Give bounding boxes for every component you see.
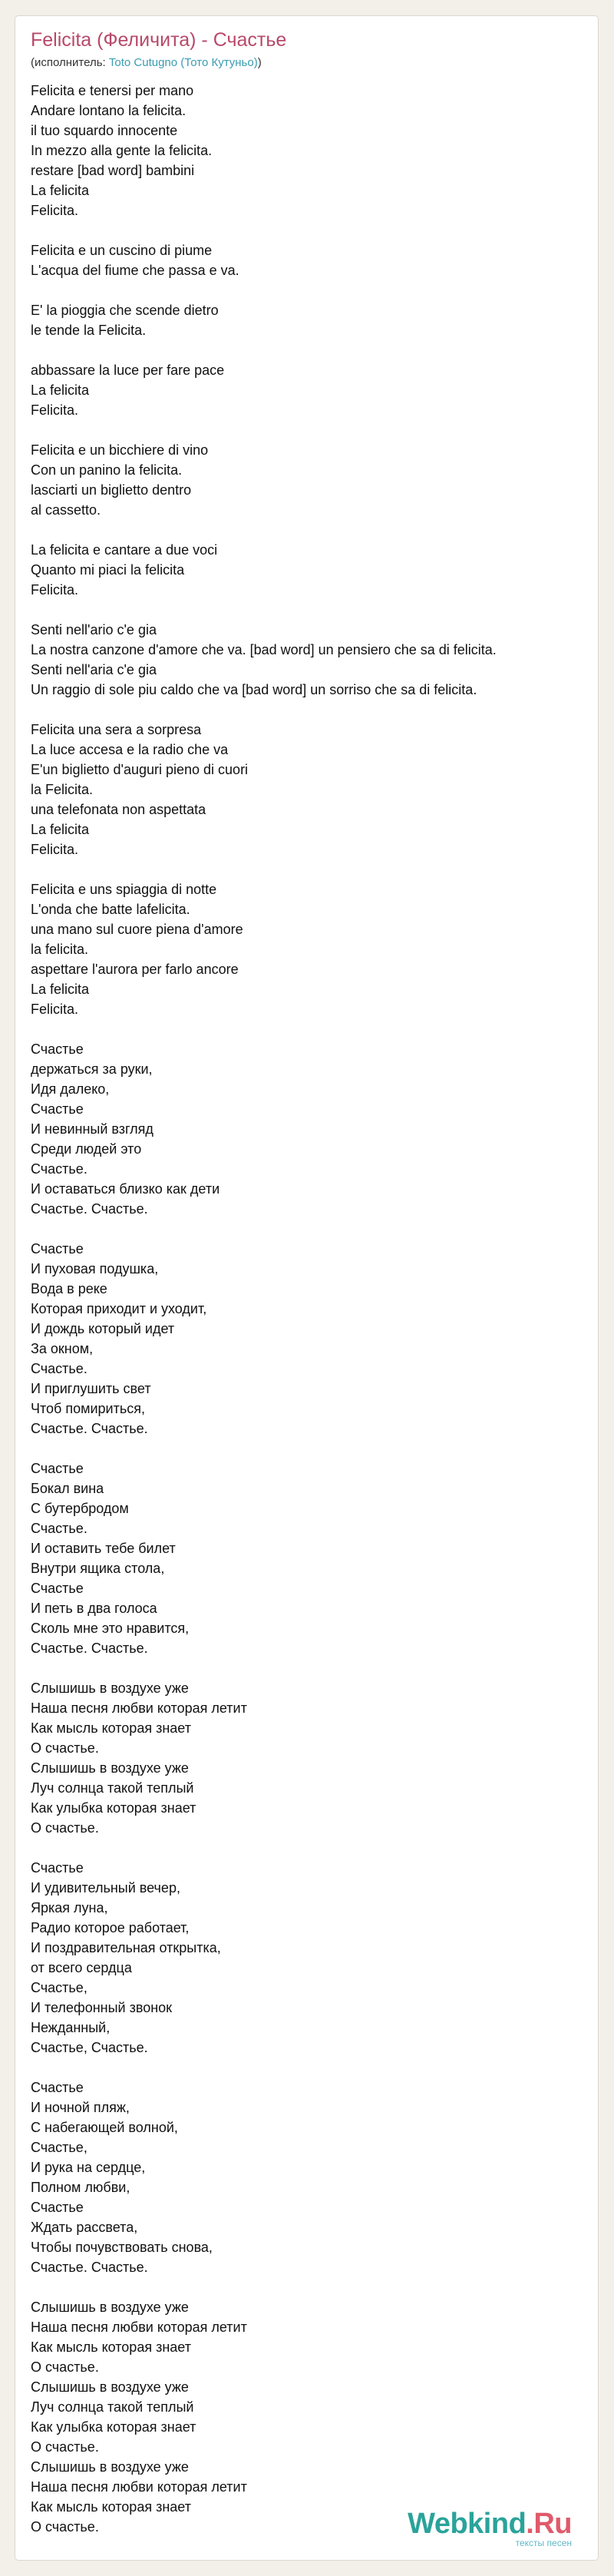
lyric-line: И пуховая подушка, — [31, 1261, 159, 1276]
lyric-line: О счастье. — [31, 1740, 99, 1756]
lyric-line: Бокал вина — [31, 1481, 104, 1496]
lyric-line: И поздравительная открытка, — [31, 1940, 221, 1955]
lyric-line: Как улыбка которая знает — [31, 1800, 196, 1816]
lyric-line: Счастье — [31, 1461, 84, 1476]
lyric-line: Felicita e un cuscino di piume — [31, 243, 213, 258]
lyric-line: abbassare la luce per fare pace — [31, 363, 225, 378]
lyric-line: За окном, — [31, 1341, 94, 1356]
lyric-line: И дождь который идет — [31, 1321, 175, 1336]
lyric-line: Счастье — [31, 2080, 84, 2095]
lyric-line: Felicita. — [31, 1002, 79, 1017]
lyric-line: una telefonata non aspettata — [31, 802, 206, 817]
lyric-line: Слышишь в воздухе уже — [31, 1680, 189, 1696]
lyric-line: E'un biglietto d'auguri pieno di cuori — [31, 762, 249, 777]
lyric-line: С набегающей волной, — [31, 2120, 178, 2135]
stanza-break — [31, 1439, 587, 1459]
lyric-line: Счастье — [31, 1101, 84, 1117]
lyric-line: Счастье — [31, 2200, 84, 2215]
lyric-line: lasciarti un biglietto dentro — [31, 482, 192, 498]
lyric-line: держаться за руки, — [31, 1061, 153, 1077]
performer-link[interactable]: Toto Cutugno (Тото Кутуньо) — [108, 56, 258, 69]
lyric-line: il tuo squardo innocente — [31, 123, 178, 138]
lyric-line: И телефонный звонок — [31, 2000, 173, 2015]
lyric-line: La felicita e cantare a due voci — [31, 542, 218, 558]
lyric-line: И рука на сердце, — [31, 2160, 146, 2175]
lyric-line: И удивительный вечер, — [31, 1880, 180, 1896]
lyric-line: Среди людей это — [31, 1141, 142, 1157]
lyric-line: Наша песня любви которая летит — [31, 2319, 247, 2335]
stanza-break — [31, 1019, 587, 1039]
stanza-break — [31, 220, 587, 240]
lyric-line: Felicita e tenersi per mano — [31, 83, 194, 98]
lyric-line: Felicita. — [31, 582, 79, 598]
lyric-line: О счастье. — [31, 2519, 99, 2535]
stanza-break — [31, 520, 587, 540]
stanza-break — [31, 2058, 587, 2078]
lyric-line: restare [bad word] bambini — [31, 163, 195, 178]
lyric-line: И приглушить свет — [31, 1381, 151, 1396]
stanza-break — [31, 340, 587, 360]
lyric-line: О счастье. — [31, 2359, 99, 2375]
lyric-line: una mano sul cuore piena d'amore — [31, 922, 243, 937]
lyric-line: Наша песня любви которая летит — [31, 2479, 247, 2495]
lyric-line: Чтобы почувствовать снова, — [31, 2240, 213, 2255]
lyric-line: Ждать рассвета, — [31, 2220, 138, 2235]
lyric-line: al cassetto. — [31, 502, 101, 518]
lyric-line: О счастье. — [31, 2439, 99, 2455]
lyric-line: Счастье. Счастье. — [31, 2260, 148, 2275]
lyric-line: Наша песня любви которая летит — [31, 1700, 247, 1716]
lyric-line: La felicita — [31, 822, 90, 837]
lyric-line: Felicita. — [31, 402, 79, 418]
lyric-line: Felicita una sera a sorpresa — [31, 722, 202, 737]
lyrics-text — [31, 81, 587, 2537]
lyric-line: L'onda che batte lafelicita. — [31, 902, 190, 917]
lyric-line: Слышишь в воздухе уже — [31, 2459, 189, 2475]
lyric-line: Идя далеко, — [31, 1081, 110, 1097]
lyric-line: Un raggio di sole piu caldo che va [bad word] un sorriso che sa di felicita. — [31, 682, 477, 697]
lyrics-card — [15, 15, 599, 2561]
lyric-line: И ночной пляж, — [31, 2100, 130, 2115]
lyric-line: Счастье. — [31, 1161, 87, 1177]
lyric-line: Andare lontano la felicita. — [31, 103, 187, 118]
site-logo[interactable] — [408, 2507, 572, 2548]
lyric-line: И невинный взгляд — [31, 1121, 154, 1137]
lyric-line: Внутри ящика стола, — [31, 1561, 165, 1576]
lyric-line: Счастье. Счастье. — [31, 1641, 148, 1656]
stanza-break — [31, 2277, 587, 2297]
logo-tld: .Ru — [526, 2508, 572, 2540]
lyric-line: la Felicita. — [31, 782, 94, 797]
lyric-line: Луч солнца такой теплый — [31, 2399, 194, 2415]
lyric-line: И оставаться близко как дети — [31, 1181, 220, 1197]
lyric-line: Вода в реке — [31, 1281, 107, 1296]
lyric-line: Луч солнца такой теплый — [31, 1780, 194, 1796]
lyric-line: Счастье — [31, 1041, 84, 1057]
lyric-line: Счастье. Счастье. — [31, 1201, 148, 1217]
stanza-break — [31, 1838, 587, 1858]
lyric-line: le tende la Felicita. — [31, 323, 147, 338]
lyric-line: С бутербродом — [31, 1501, 129, 1516]
stanza-break — [31, 420, 587, 440]
lyric-line: In mezzo alla gente la felicita. — [31, 143, 213, 158]
lyric-line: Как улыбка которая знает — [31, 2419, 196, 2435]
lyric-line: Слышишь в воздухе уже — [31, 1760, 189, 1776]
lyric-line: Senti nell'aria c'e gia — [31, 662, 157, 677]
logo-wordmark — [408, 2507, 572, 2541]
lyric-line: Сколь мне это нравится, — [31, 1621, 190, 1636]
lyric-line: Счастье, — [31, 1980, 87, 1995]
lyric-line: Яркая луна, — [31, 1900, 108, 1915]
logo-tagline: тексты песен — [515, 2538, 572, 2548]
lyric-line: aspettare l'aurora per farlo ancore — [31, 962, 239, 977]
lyric-line: Quanto mi piaci la felicita — [31, 562, 185, 578]
lyric-line: Как мысль которая знает — [31, 1720, 191, 1736]
performer-prefix: (исполнитель: — [31, 56, 109, 69]
lyric-line: E' la pioggia che scende dietro — [31, 303, 219, 318]
performer-suffix: ) — [257, 56, 262, 69]
stanza-break — [31, 700, 587, 720]
stanza-break — [31, 1219, 587, 1239]
lyric-line: от всего сердца — [31, 1960, 132, 1975]
lyric-line: И оставить тебе билет — [31, 1541, 176, 1556]
lyric-line: Счастье. Счастье. — [31, 1421, 148, 1436]
lyric-line: Счастье. — [31, 1361, 87, 1376]
lyric-line: Felicita. — [31, 203, 79, 218]
lyric-line: Senti nell'ario c'e gia — [31, 622, 157, 637]
lyric-line: Felicita e uns spiaggia di notte — [31, 882, 217, 897]
lyric-line: Счастье, Счастье. — [31, 2040, 148, 2055]
lyric-line: La luce accesa e la radio che va — [31, 742, 229, 757]
lyric-line: la felicita. — [31, 942, 89, 957]
lyric-line: О счастье. — [31, 1820, 99, 1836]
lyric-line: L'acqua del fiume che passa e va. — [31, 263, 239, 278]
lyric-line: Как мысль которая знает — [31, 2339, 191, 2355]
lyric-line: Слышишь в воздухе уже — [31, 2300, 189, 2315]
logo-brand: Webkind — [408, 2508, 527, 2540]
lyric-line: Слышишь в воздухе уже — [31, 2379, 189, 2395]
lyric-line: La felicita — [31, 982, 90, 997]
lyric-line: Felicita e un bicchiere di vino — [31, 442, 209, 458]
stanza-break — [31, 859, 587, 879]
lyric-line: Радио которое работает, — [31, 1920, 190, 1935]
lyric-line: La nostra canzone d'amore che va. [bad word] un pensiero che sa di felicita. — [31, 642, 497, 657]
lyric-line: Felicita. — [31, 842, 79, 857]
stanza-break — [31, 600, 587, 620]
lyric-line: Счастье. — [31, 1521, 87, 1536]
lyric-line: Счастье — [31, 1241, 84, 1257]
lyric-line: Как мысль которая знает — [31, 2499, 191, 2515]
song-title: Felicita (Феличита) - Счастье — [31, 29, 287, 51]
lyric-line: La felicita — [31, 183, 90, 198]
performer-line — [31, 55, 262, 71]
stanza-break — [31, 280, 587, 300]
lyric-line: Полном любви, — [31, 2180, 130, 2195]
stanza-break — [31, 1658, 587, 1678]
lyric-line: La felicita — [31, 382, 90, 398]
lyric-line: Счастье — [31, 1860, 84, 1876]
lyric-line: Чтоб помириться, — [31, 1401, 145, 1416]
lyric-line: И петь в два голоса — [31, 1601, 157, 1616]
lyric-line: Счастье, — [31, 2140, 87, 2155]
lyric-line: Которая приходит и уходит, — [31, 1301, 207, 1316]
lyric-line: Счастье — [31, 1581, 84, 1596]
lyric-line: Нежданный, — [31, 2020, 111, 2035]
lyric-line: Con un panino la felicita. — [31, 462, 183, 478]
